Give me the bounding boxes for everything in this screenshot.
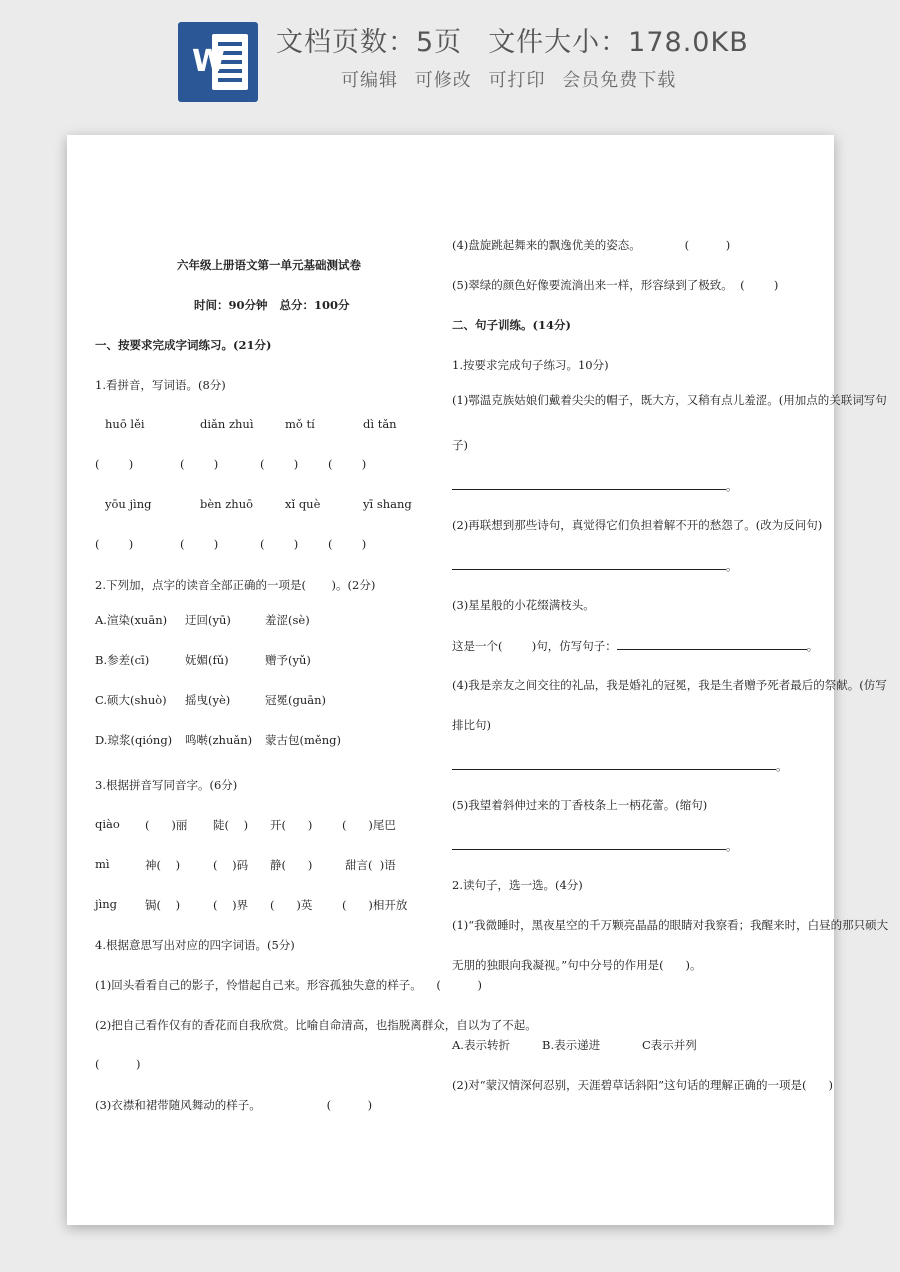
option-a-word2: 迂回(yū) xyxy=(185,613,231,627)
feature-list xyxy=(341,66,686,92)
q4-item-2-blank: ( ) xyxy=(95,1057,141,1071)
doc-title: 六年级上册语文第一单元基础测试卷 xyxy=(177,258,361,272)
q3-blank: 开( ) xyxy=(270,818,313,832)
option-b-word2: 妩媚(fǔ) xyxy=(185,653,229,667)
answer-blank: ( ) xyxy=(328,537,367,551)
pinyin-7: xǐ què xyxy=(285,497,321,511)
feature-free-download: 会员免费下载 xyxy=(562,70,677,91)
answer-blank: ( ) xyxy=(260,537,299,551)
answer-blank: ( ) xyxy=(328,457,367,471)
q1-label: 1.看拼音，写词语。(8分) xyxy=(95,378,226,392)
option-d-word2: 鸣啭(zhuǎn) xyxy=(185,733,253,747)
file-size: 文件大小：178.0KB xyxy=(488,27,749,58)
sentence-3b: 这是一个( )句，仿写句子： 。 xyxy=(452,639,819,653)
reading-q2-label: 2.读句子，选一选。(4分) xyxy=(452,878,583,892)
feature-printable: 可打印 xyxy=(488,70,546,91)
q3-blank: 神( ) xyxy=(145,858,181,872)
q3-blank: ( )丽 xyxy=(145,818,188,832)
q3-label: 3.根据拼音写同音字。(6分) xyxy=(95,778,238,792)
q3-blank: ( )相开放 xyxy=(342,898,408,912)
answer-line-2: 。 xyxy=(452,557,738,574)
option-c-word3: 冠冕(guān) xyxy=(265,693,327,707)
answer-line-4: 。 xyxy=(452,757,788,774)
q4-item-5: (5)翠绿的颜色好像要流淌出来一样，形容绿到了极致。 ( ) xyxy=(452,278,779,292)
choice-a: A.表示转折 xyxy=(452,1038,510,1052)
document-info-banner xyxy=(0,0,900,120)
sentence-4b: 排比句) xyxy=(452,718,491,732)
pinyin-4: dì tǎn xyxy=(363,417,397,431)
reading-1b: 无朋的独眼向我凝视。”句中分号的作用是( )。 xyxy=(452,958,702,972)
q4-item-4: (4)盘旋跳起舞来的飘逸优美的姿态。 ( ) xyxy=(452,238,731,252)
pinyin-5: yōu jìng xyxy=(105,497,152,511)
q4-item-3: (3)衣襟和裙带随风舞动的样子。 ( ) xyxy=(95,1098,373,1112)
q3-blank: ( )英 xyxy=(270,898,313,912)
answer-blank: ( ) xyxy=(260,457,299,471)
q3-blank: 陡( ) xyxy=(213,818,249,832)
pinyin-2: diǎn zhuì xyxy=(200,417,254,431)
feature-editable: 可编辑 xyxy=(341,70,398,91)
option-d-word3: 蒙古包(měng) xyxy=(265,733,341,747)
document-page xyxy=(67,135,889,1225)
pinyin-8: yī shang xyxy=(363,497,412,511)
answer-blank: ( ) xyxy=(95,537,134,551)
q4-label: 4.根据意思写出对应的四字词语。(5分) xyxy=(95,938,295,952)
answer-line-5: 。 xyxy=(452,837,738,854)
section2-heading: 二、句子训练。(14分) xyxy=(452,318,571,332)
reading-2: (2)对“蒙汉情深何忍别，天涯碧草话斜阳”这句话的理解正确的一项是( ) xyxy=(452,1078,833,1092)
q4-item-1: (1)回头看看自己的影子，怜惜起自己来。形容孤独失意的样子。 ( ) xyxy=(95,978,482,992)
feature-modifiable: 可修改 xyxy=(414,70,472,91)
q3-pinyin-1: qiào xyxy=(95,817,120,831)
q3-blank: ( )尾巴 xyxy=(342,818,396,832)
pinyin-6: bèn zhuō xyxy=(200,497,254,511)
reading-1a: (1)“我微睡时，黑夜星空的千万颗亮晶晶的眼睛对我察看；我醒来时，白昼的那只硕大 xyxy=(452,918,889,932)
sentence-1b: 子) xyxy=(452,438,468,452)
doc-subtitle: 时间：90分钟 总分：100分 xyxy=(194,298,350,312)
page-count: 文档页数：5页 xyxy=(276,27,463,58)
q2-label: 2.下列加，点字的读音全部正确的一项是( )。(2分) xyxy=(95,578,376,592)
answer-blank: ( ) xyxy=(95,457,134,471)
option-a: A.渲染(xuān) xyxy=(95,613,168,627)
choice-c: C表示并列 xyxy=(642,1038,697,1052)
file-stats xyxy=(276,20,856,59)
q4-item-2: (2)把自己看作仅有的香花而自我欣赏。比喻自命清高，也指脱离群众，自以为了不起。 xyxy=(95,1018,537,1032)
q3-blank: 锔( ) xyxy=(145,898,181,912)
option-b-word3: 赠予(yǔ) xyxy=(265,653,311,667)
sentence-q1-label: 1.按要求完成句子练习。10分) xyxy=(452,358,609,372)
answer-line-1: 。 xyxy=(452,477,738,494)
answer-blank: ( ) xyxy=(180,457,219,471)
sentence-2: (2)再联想到那些诗句，真觉得它们负担着解不开的愁怨了。(改为反问句) xyxy=(452,518,823,532)
answer-blank: ( ) xyxy=(180,537,219,551)
choice-b: B.表示递进 xyxy=(542,1038,601,1052)
q3-blank: 甜言( )语 xyxy=(345,858,396,872)
pinyin-1: huō lěi xyxy=(105,417,145,431)
q3-blank: ( )界 xyxy=(213,898,249,912)
q3-blank: ( )码 xyxy=(213,858,249,872)
option-b: B.参差(cī) xyxy=(95,653,150,667)
sentence-1a: (1)鄂温克族姑娘们戴着尖尖的帽子，既大方，又稍有点儿羞涩。(用加点的关联词写句 xyxy=(452,393,887,407)
option-c: C.硕大(shuò) xyxy=(95,693,167,707)
q3-blank: 静( ) xyxy=(270,858,313,872)
sentence-4a: (4)我是亲友之间交往的礼品，我是婚礼的冠冕，我是生者赠予死者最后的祭献。(仿写 xyxy=(452,678,887,692)
sentence-5: (5)我望着斜伸过来的丁香枝条上一柄花蕾。(缩句) xyxy=(452,798,708,812)
q3-pinyin-3: jìng xyxy=(95,897,118,911)
sentence-3: (3)星星般的小花缀满枝头。 xyxy=(452,598,595,612)
q3-pinyin-2: mì xyxy=(95,857,110,871)
pinyin-3: mǒ tí xyxy=(285,417,315,431)
word-document-icon: W xyxy=(178,22,258,102)
section1-heading: 一、按要求完成字词练习。(21分) xyxy=(95,338,272,352)
option-a-word3: 羞涩(sè) xyxy=(265,613,310,627)
option-d: D.琼浆(qióng) xyxy=(95,733,173,747)
option-c-word2: 摇曳(yè) xyxy=(185,693,231,707)
